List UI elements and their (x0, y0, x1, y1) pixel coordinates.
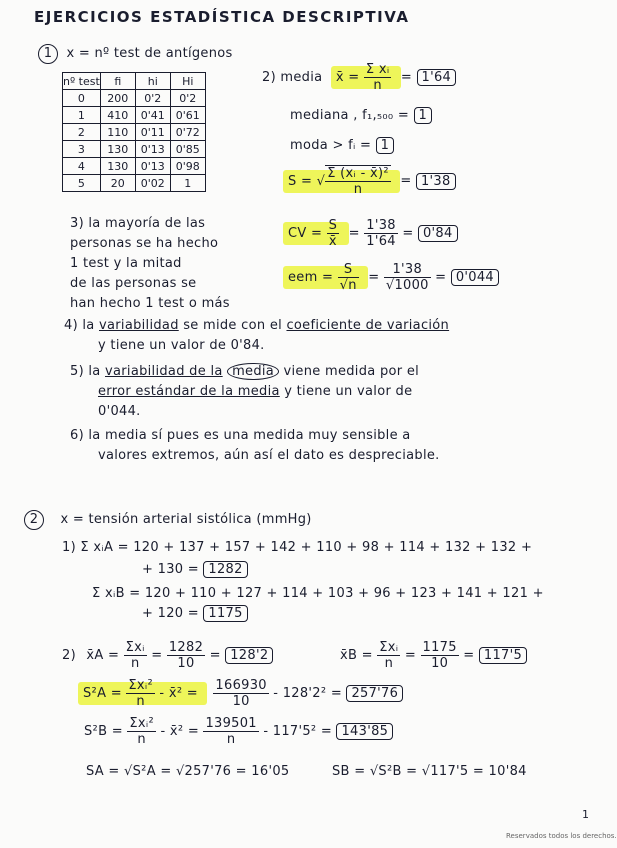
moda-result: 1 (376, 137, 395, 154)
sd-highlight: S = √ $\frac{\text{Σ (xᵢ - x̄)²}}{n}$ (283, 170, 400, 193)
variance-a-lhs: S²A = (83, 686, 122, 701)
exercise-1-header (38, 44, 233, 64)
exercise-2-header (24, 510, 312, 530)
text-line: valores extremos, aún así el dato es despreciable. (98, 448, 440, 463)
underlined-term: variabilidad de la (105, 364, 223, 379)
fraction-numerator: 1'38 (384, 262, 431, 278)
fraction-denominator: 10 (177, 656, 195, 671)
media-lhs: x̄ = (335, 70, 360, 85)
fraction-numerator: Σxᵢ (125, 640, 145, 655)
fraction-denominator: n (137, 732, 146, 747)
mediana-formula (290, 108, 432, 123)
table-cell: 130 (100, 158, 135, 175)
fraction-numerator: 1282 (168, 640, 204, 655)
table-cell: 110 (100, 124, 135, 141)
sum-b-line-1 (92, 586, 544, 601)
fraction-denominator: n (384, 656, 394, 671)
mean-b-formula: x̄B = $\frac{\text{Σxᵢ}}{n}$ = $\frac{1175}{10}$ = 117'5 (340, 640, 527, 671)
mean-b-lhs: x̄B = (340, 648, 373, 663)
variance-b-fraction (127, 716, 156, 747)
mean-b-result: 117'5 (479, 647, 527, 664)
sum-b-result: 1175 (203, 605, 247, 622)
sd-a-formula: SA = √S²A = √257'76 = 16'05 (86, 764, 290, 779)
table-cell: 200 (100, 90, 135, 107)
table-cell: 0'02 (135, 175, 170, 192)
column-header: Hi (170, 73, 205, 90)
column-header: nº test (63, 74, 100, 88)
text-line: personas se ha hecho (70, 236, 219, 251)
point-5-text (70, 362, 419, 422)
variance-a-formula (78, 678, 403, 709)
table-cell: 0'61 (170, 107, 205, 124)
variance-b-lhs: S²B = (84, 724, 123, 739)
variance-b-values (203, 716, 258, 747)
fraction-numerator: S (338, 262, 359, 278)
page-number: 1 (582, 808, 590, 821)
text-line: 1 test y la mitad (70, 256, 182, 271)
table-row (63, 158, 206, 175)
fraction-numerator: S (328, 218, 338, 233)
table-cell: 0'11 (135, 124, 170, 141)
fraction-numerator: 1175 (422, 640, 457, 655)
fraction-denominator: n (353, 182, 363, 197)
cv-result: 0'84 (418, 225, 458, 242)
fraction-denominator: n (136, 694, 145, 709)
table-cell: 0 (63, 90, 101, 107)
sqrt-content: n (348, 278, 357, 293)
table-cell: 0'72 (170, 124, 205, 141)
text-fragment: 5) la (70, 364, 101, 379)
eem-fraction (338, 262, 359, 293)
underlined-term: variabilidad (99, 318, 179, 333)
exercise-2-definition: x = tensión arterial sistólica (mmHg) (60, 512, 312, 527)
sum-a-line-2 (142, 562, 248, 577)
text-line: y tiene un valor de 0'84. (98, 338, 265, 353)
fraction-numerator: Σ xᵢ (365, 62, 390, 77)
cv-lhs: CV = (288, 226, 323, 241)
variance-a-fraction (126, 678, 155, 709)
fraction-numerator: Σxᵢ² (129, 716, 155, 731)
mean-a-formula: 2) x̄A = $\frac{\text{Σxᵢ}}{n}$ = $\frac{1282}{10}$ = 128'2 (62, 640, 273, 671)
cv-values-fraction (364, 218, 398, 249)
page-title: EJERCICIOS ESTADÍSTICA DESCRIPTIVA (34, 8, 410, 26)
fraction-numerator: 1'38 (366, 218, 396, 233)
fraction-denominator: √1000 (385, 278, 429, 293)
sum-b-terms: 120 + 110 + 127 + 114 + 103 + 96 + 123 + 141 + 121 + (144, 586, 544, 601)
fraction-denominator: 10 (431, 656, 449, 671)
table-cell: 130 (100, 141, 135, 158)
table-cell: 5 (63, 175, 101, 192)
footer-watermark: Reservados todos los derechos. (506, 832, 617, 840)
fraction-denominator: 1'64 (366, 234, 396, 249)
moda-label: moda > fᵢ = (290, 138, 372, 153)
moda-formula (290, 138, 394, 153)
table-row (63, 141, 206, 158)
cv-highlight (283, 218, 349, 249)
eem-values-fraction (384, 262, 431, 293)
sum-a-line-1 (62, 540, 532, 555)
variance-a-values (213, 678, 268, 709)
media-label: 2) media (262, 70, 323, 85)
table-cell: 0'2 (135, 90, 170, 107)
mediana-result: 1 (414, 107, 433, 124)
sqrt-content: 1000 (394, 278, 429, 293)
table-cell: 0'41 (135, 107, 170, 124)
sd-formula: S = √ $\frac{\text{Σ (xᵢ - x̄)²}}{n}$ = 1'38 (283, 165, 456, 197)
mean-b-values (421, 640, 459, 671)
point-4-text (64, 316, 449, 356)
sum-a-terms-cont: + 130 = (142, 562, 199, 577)
mean-a-values (167, 640, 205, 671)
mediana-label: mediana , f₁,₅₀₀ = (290, 108, 410, 123)
mean-a-fraction (124, 640, 147, 671)
table-cell: 0'98 (170, 158, 205, 175)
sd-lhs: S = (288, 173, 313, 189)
table-cell: 0'85 (170, 141, 205, 158)
sum-b-label: Σ xᵢB = (92, 586, 141, 601)
exercise-1-definition: x = nº test de antígenos (66, 46, 233, 61)
column-header: fi (100, 73, 135, 90)
sum-a-result: 1282 (203, 561, 247, 578)
mean-a-result: 128'2 (225, 647, 273, 664)
text-fragment: y tiene un valor de (284, 384, 413, 399)
text-line: de las personas se (70, 276, 197, 291)
fraction-numerator: 166930 (215, 678, 267, 693)
sum-a-label: 1) Σ xᵢA = (62, 540, 129, 555)
eem-highlight (283, 262, 368, 293)
point-3-text (70, 214, 230, 314)
text-fragment: 4) la (64, 318, 95, 333)
fraction-numerator: Σxᵢ² (128, 678, 153, 693)
table-cell: 0'13 (135, 158, 170, 175)
media-formula: 2) media x̄ = $\frac{\text{Σ xᵢ}}{n}$ = 1'64 (262, 62, 456, 93)
sum-b-line-2 (142, 606, 248, 621)
variance-b-formula (84, 716, 393, 747)
table-row (63, 124, 206, 141)
table-cell: 2 (63, 124, 101, 141)
table-cell: 3 (63, 141, 101, 158)
fraction-numerator: 139501 (205, 716, 257, 731)
media-highlight (331, 62, 401, 93)
variance-a-result: 257'76 (346, 685, 403, 702)
sd-fraction (325, 165, 391, 197)
table-cell: 0'13 (135, 141, 170, 158)
sd-result: 1'38 (416, 173, 456, 190)
eem-result: 0'044 (451, 269, 499, 286)
fraction-denominator: x̄ (328, 234, 337, 249)
sum-a-terms: 120 + 137 + 157 + 142 + 110 + 98 + 114 + 132 + 132 + (133, 540, 533, 555)
table-cell: 4 (63, 158, 101, 175)
variance-b-result: 143'85 (336, 723, 393, 740)
eem-lhs: eem = (288, 270, 334, 285)
circled-term: media (227, 363, 279, 380)
fraction-denominator: 10 (232, 694, 250, 709)
point-6-text (70, 426, 440, 466)
table-cell: 1 (63, 107, 101, 124)
exercise-number-1: 1 (38, 44, 58, 64)
cv-formula: CV = $\frac{S}{x̄}$ = $\frac{1'38}{1'64}$ = 0'84 (283, 218, 458, 249)
table-row (63, 107, 206, 124)
table-row (63, 90, 206, 107)
sd-b-formula: SB = √S²B = √117'5 = 10'84 (332, 764, 527, 779)
underlined-term: error estándar de la media (98, 384, 280, 399)
text-line: 0'044. (98, 404, 141, 419)
text-line: 6) la media sí pues es una medida muy sensible a (70, 428, 411, 443)
table-cell: 1 (170, 175, 205, 192)
cv-fraction (327, 218, 340, 249)
table-header-row (63, 73, 206, 90)
column-header: hi (135, 73, 170, 90)
media-result: 1'64 (417, 69, 457, 86)
fraction-numerator: Σ (xᵢ - x̄)² (327, 166, 389, 181)
text-fragment: se mide con el (183, 318, 283, 333)
fraction-denominator: n (373, 78, 382, 93)
text-line: 3) la mayoría de las (70, 216, 206, 231)
fraction-denominator: √n (339, 278, 357, 293)
text-line: han hecho 1 test o más (70, 296, 230, 311)
variance-b-tail: - x̄² = (160, 724, 200, 739)
mean-a-lhs: x̄A = (86, 648, 120, 663)
variance-a-tail: - x̄² = (159, 686, 198, 701)
fraction-denominator: n (226, 732, 236, 747)
fraction-denominator: n (130, 656, 140, 671)
variance-a-tail-values: - 128'2² = (273, 686, 343, 701)
fraction-numerator: Σxᵢ (379, 640, 399, 655)
table-cell: 0'2 (170, 90, 205, 107)
text-fragment: viene medida por el (283, 364, 420, 379)
variance-b-tail-values: - 117'5² = (263, 724, 333, 739)
media-fraction (364, 62, 392, 93)
exercise-number-2: 2 (24, 510, 44, 530)
eem-formula: eem = $\frac{S}{√n}$ = $\frac{1'38}{√1000}$ = 0'044 (283, 262, 499, 293)
mean-b-fraction (377, 640, 400, 671)
table-row (63, 175, 206, 192)
point-2-label: 2) (62, 648, 76, 663)
table-cell: 20 (100, 175, 135, 192)
underlined-term: coeficiente de variación (286, 318, 450, 333)
frequency-table (62, 72, 206, 192)
sum-b-terms-cont: + 120 = (142, 606, 199, 621)
table-cell: 410 (100, 107, 135, 124)
variance-a-highlight (78, 678, 207, 709)
